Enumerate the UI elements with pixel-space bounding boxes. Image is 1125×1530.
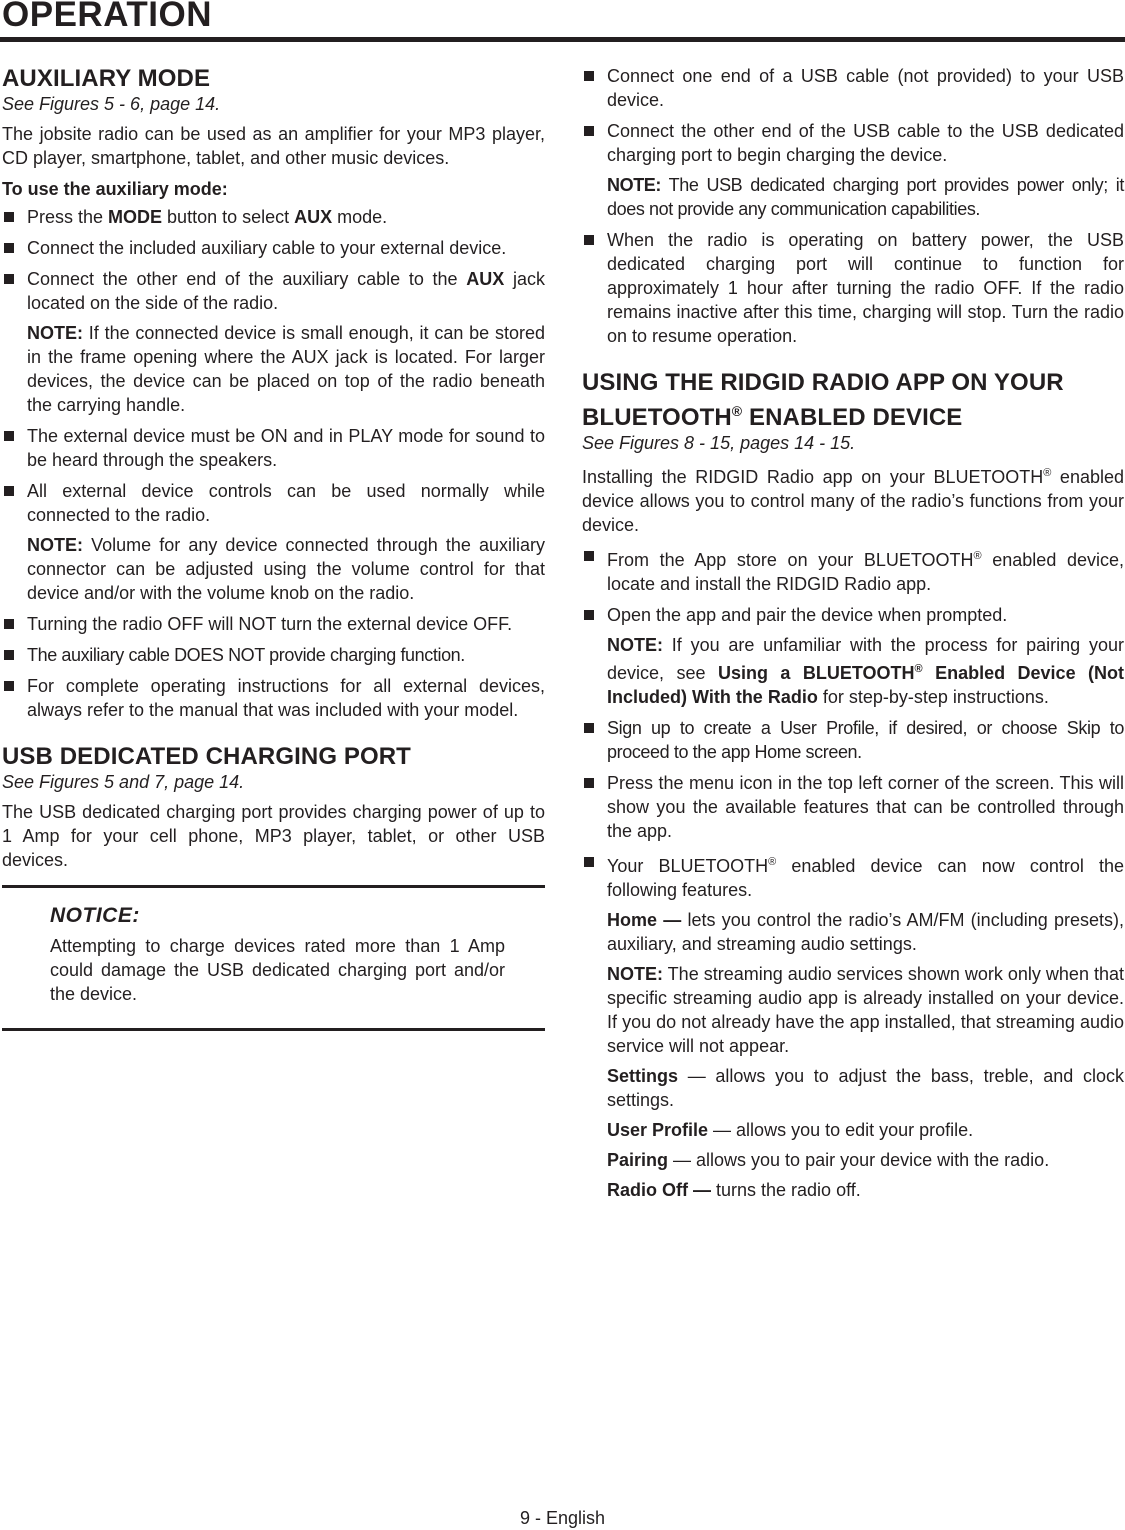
auxiliary-mode-figure-ref: See Figures 5 - 6, page 14. bbox=[2, 94, 221, 114]
auxiliary-mode-title: AUXILIARY MODE bbox=[2, 65, 211, 92]
list-item-text: Sign up to create a User Profile, if desired, or choose Skip to proceed to the app Home screen. bbox=[607, 718, 1124, 762]
usb-charging-title: USB DEDICATED CHARGING PORT bbox=[2, 743, 411, 770]
bullet-square-icon bbox=[4, 431, 14, 441]
radio-app-steps bbox=[582, 544, 1124, 1202]
right-column bbox=[582, 64, 1124, 1209]
list-item bbox=[582, 544, 1124, 596]
list-item-text: Connect the included auxiliary cable to your external device. bbox=[27, 238, 507, 258]
bullet-square-icon bbox=[4, 274, 14, 284]
radio-app-figure-ref: See Figures 8 - 15, pages 14 - 15. bbox=[582, 433, 856, 453]
list-item-text: Open the app and pair the device when prompted. bbox=[607, 605, 1008, 625]
list-item-text: Turning the radio OFF will NOT turn the external device OFF. bbox=[27, 614, 513, 634]
bullet-square-icon bbox=[4, 212, 14, 222]
notice-box bbox=[2, 885, 545, 1031]
bullet-square-icon bbox=[4, 619, 14, 629]
radio-app-intro: Installing the RIDGID Radio app on your BLUETOOTH® enabled device allows you to control many of the radio’s functions from your device. bbox=[582, 467, 1124, 535]
page-footer: 9 - English bbox=[519, 1508, 606, 1528]
bullet-square-icon bbox=[584, 610, 594, 620]
usb-charging-steps bbox=[582, 64, 1124, 348]
bullet-square-icon bbox=[584, 778, 594, 788]
auxiliary-mode-intro: The jobsite radio can be used as an amplifier for your MP3 player, CD player, smartphone, tablet, and other music devices. bbox=[2, 124, 545, 168]
bullet-square-icon bbox=[584, 723, 594, 733]
list-item bbox=[2, 612, 545, 636]
bullet-square-icon bbox=[584, 551, 594, 561]
feature-settings: Settings — allows you to adjust the bass, treble, and clock settings. bbox=[607, 1066, 1124, 1110]
list-item bbox=[582, 119, 1124, 221]
list-item-text: All external device controls can be used normally while connected to the radio. bbox=[27, 481, 545, 525]
note: NOTE: Volume for any device connected through the auxiliary connector can be adjusted using the volume control for that device and/or with the volume knob on the radio. bbox=[27, 535, 545, 603]
list-item-text: Connect the other end of the auxiliary cable to the AUX jack located on the side of the radio. bbox=[27, 269, 545, 313]
list-item bbox=[2, 267, 545, 417]
bullet-square-icon bbox=[584, 235, 594, 245]
feature-radio-off: Radio Off — turns the radio off. bbox=[607, 1180, 861, 1200]
bullet-square-icon bbox=[4, 681, 14, 691]
list-item-text: When the radio is operating on battery power, the USB dedicated charging port will continue to function for approximately 1 hour after turning the radio OFF. If the radio remains inactive after this time, charging will stop. Turn the radio on to resume operation. bbox=[607, 230, 1124, 346]
list-item bbox=[2, 479, 545, 605]
bullet-square-icon bbox=[584, 71, 594, 81]
usb-charging-intro: The USB dedicated charging port provides charging power of up to 1 Amp for your cell phone, MP3 player, tablet, or other USB devices. bbox=[2, 802, 545, 870]
list-item-text: The external device must be ON and in PLAY mode for sound to be heard through the speakers. bbox=[27, 426, 545, 470]
radio-app-title: USING THE RIDGID RADIO APP ON YOUR BLUETOOTH® ENABLED DEVICE bbox=[582, 369, 1064, 431]
page-header bbox=[0, 0, 1125, 42]
feature-home: Home — lets you control the radio’s AM/FM (including presets), auxiliary, and streaming audio settings. bbox=[607, 910, 1124, 954]
bullet-square-icon bbox=[4, 650, 14, 660]
auxiliary-mode-subhead: To use the auxiliary mode: bbox=[2, 179, 228, 199]
list-item bbox=[2, 424, 545, 472]
notice-text: Attempting to charge devices rated more than 1 Amp could damage the USB dedicated charging port and/or the device. bbox=[50, 936, 505, 1004]
list-item bbox=[582, 603, 1124, 709]
note: NOTE: If the connected device is small enough, it can be stored in the frame opening where the AUX jack is located. For larger devices, the device can be placed on top of the radio beneath the carrying handle. bbox=[27, 323, 545, 415]
note: NOTE: The streaming audio services shown work only when that specific streaming audio app is already installed on your device. If you do not already have the app installed, that streaming audio service will not appear. bbox=[607, 964, 1124, 1056]
bullet-square-icon bbox=[584, 857, 594, 867]
list-item bbox=[2, 205, 545, 229]
list-item-text: For complete operating instructions for all external devices, always refer to the manual that was included with your model. bbox=[27, 676, 545, 720]
feature-user-profile: User Profile — allows you to edit your profile. bbox=[607, 1120, 974, 1140]
list-item-text: Connect the other end of the USB cable to the USB dedicated charging port to begin charging the device. bbox=[607, 121, 1124, 165]
list-item-text: Your BLUETOOTH® enabled device can now control the following features. bbox=[607, 856, 1124, 900]
note: NOTE: The USB dedicated charging port provides power only; it does not provide any communication capabilities. bbox=[607, 175, 1124, 219]
list-item bbox=[2, 236, 545, 260]
feature-pairing: Pairing — allows you to pair your device with the radio. bbox=[607, 1150, 1050, 1170]
usb-charging-figure-ref: See Figures 5 and 7, page 14. bbox=[2, 772, 245, 792]
bullet-square-icon bbox=[584, 126, 594, 136]
page-title: OPERATION bbox=[2, 0, 212, 34]
list-item-text: The auxiliary cable DOES NOT provide charging function. bbox=[27, 645, 465, 665]
notice-title: NOTICE: bbox=[50, 904, 140, 927]
list-item bbox=[582, 716, 1124, 764]
list-item bbox=[2, 643, 545, 667]
list-item bbox=[582, 850, 1124, 1202]
list-item-text: Press the menu icon in the top left corner of the screen. This will show you the available features that can be controlled through the app. bbox=[607, 773, 1124, 841]
list-item bbox=[582, 771, 1124, 843]
list-item bbox=[582, 64, 1124, 112]
note: NOTE: If you are unfamiliar with the process for pairing your device, see Using a BLUETOOTH® Enabled Device (Not Included) With the Radio for step-by-step instructions. bbox=[607, 635, 1125, 707]
list-item bbox=[582, 228, 1124, 348]
list-item-text: Press the MODE button to select AUX mode. bbox=[27, 207, 388, 227]
bullet-square-icon bbox=[4, 486, 14, 496]
list-item-text: Connect one end of a USB cable (not provided) to your USB device. bbox=[607, 66, 1124, 110]
bullet-square-icon bbox=[4, 243, 14, 253]
list-item bbox=[2, 674, 545, 722]
list-item-text: From the App store on your BLUETOOTH® enabled device, locate and install the RIDGID Radio app. bbox=[607, 550, 1124, 594]
auxiliary-mode-steps bbox=[2, 205, 545, 722]
left-column bbox=[2, 64, 545, 1031]
